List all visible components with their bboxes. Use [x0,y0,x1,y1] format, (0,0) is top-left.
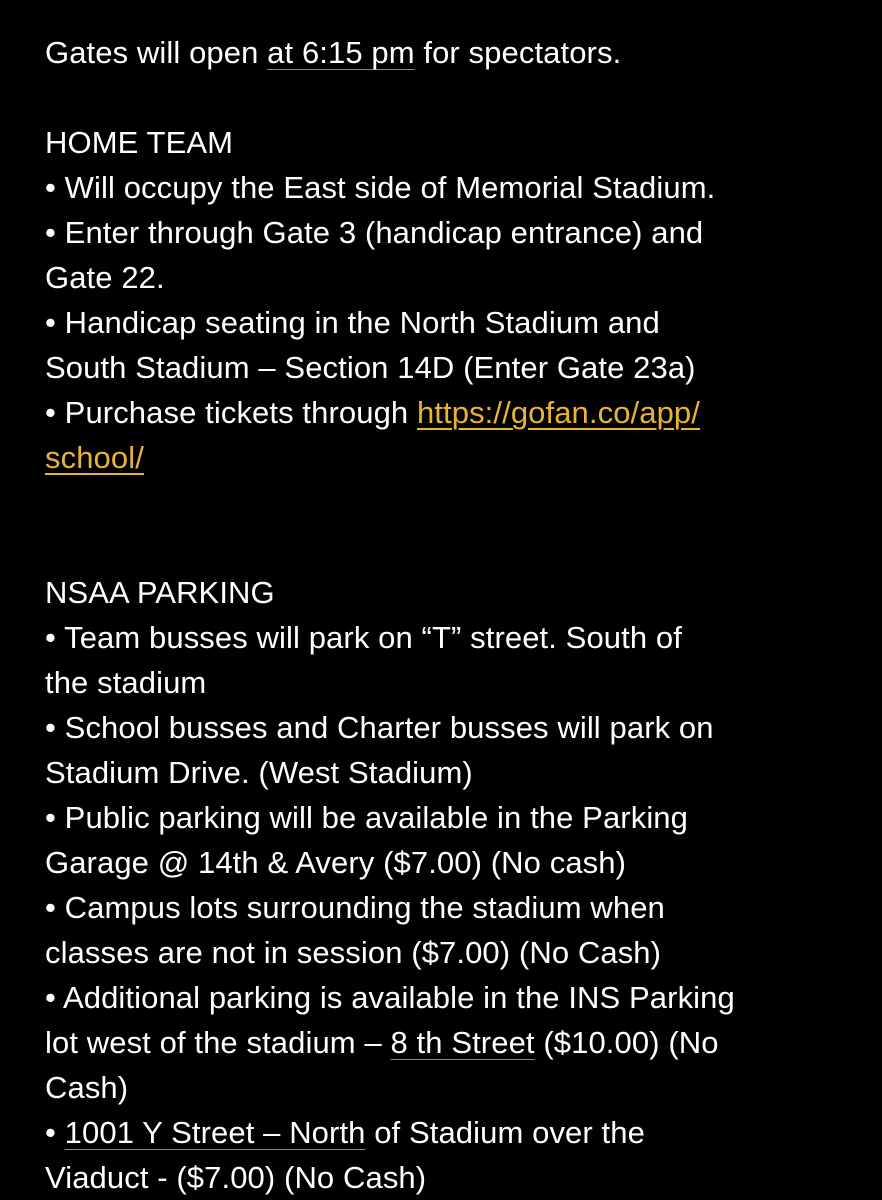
gofan-link-cont[interactable]: school/ [45,440,144,475]
street-detected-link[interactable]: 8 th Street [390,1025,535,1060]
parking-line: Stadium Drive. (West Stadium) [45,755,473,790]
gofan-link[interactable]: https://gofan.co/app/ [416,395,700,430]
parking-heading: NSAA PARKING [45,575,275,610]
parking-line: the stadium [45,665,207,700]
home-team-heading: HOME TEAM [45,125,234,160]
home-team-line: • Enter through Gate 3 (handicap entrance) and [45,215,704,250]
note-text [45,30,860,1200]
parking-line: • Public parking will be available in the Parking [45,800,688,835]
parking-line: • 1001 Y Street – North of Stadium over the [45,1115,645,1150]
parking-line: lot west of the stadium – 8 th Street ($10.00) (No [45,1025,719,1060]
home-team-line: South Stadium – Section 14D (Enter Gate 23a) [45,350,696,385]
blank-line [45,525,860,570]
parking-line: Garage @ 14th & Avery ($7.00) (No cash) [45,845,627,880]
parking-line: Viaduct - ($7.00) (No Cash) [45,1160,427,1195]
parking-line: Cash) [45,1070,129,1105]
parking-line: • Additional parking is available in the INS Parking [45,980,735,1015]
tickets-line-cont [45,435,860,480]
parking-line: classes are not in session ($7.00) (No Cash) [45,935,662,970]
parking-line: • Campus lots surrounding the stadium when [45,890,665,925]
address-detected-link[interactable]: 1001 Y Street – North [64,1115,366,1150]
home-team-line: • Will occupy the East side of Memorial Stadium. [45,170,716,205]
intro-line: Gates will open at 6:15 pm for spectators. [45,35,622,70]
home-team-line: Gate 22. [45,260,165,295]
parking-line: • School busses and Charter busses will park on [45,710,714,745]
time-detected-link[interactable]: at 6:15 pm [267,35,415,70]
tickets-line: • Purchase tickets through https://gofan.co/app/ [45,395,700,430]
home-team-line: • Handicap seating in the North Stadium and [45,305,660,340]
blank-line [45,480,860,525]
blank-line [45,75,860,120]
parking-line: • Team busses will park on “T” street. South of [45,620,682,655]
